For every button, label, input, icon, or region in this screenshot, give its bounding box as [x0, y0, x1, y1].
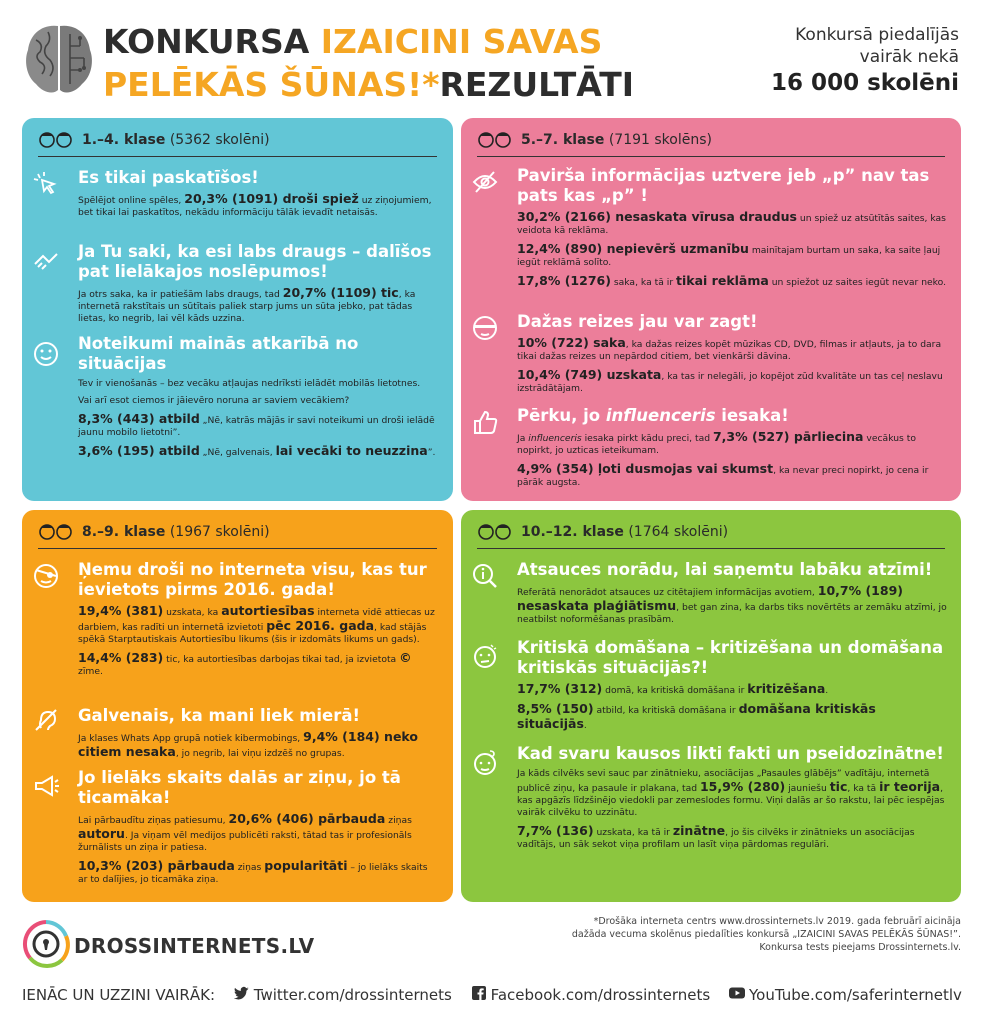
pirate-face-icon — [32, 562, 60, 590]
question-face-icon — [471, 748, 499, 776]
divider — [38, 548, 437, 549]
section-pavirsa: Pavirša informācijas uztvere jeb „p” nav tas pats kas „p” ! 30,2% (2166) nesaskata vīrusa draudus un spiež uz atsūtītās saites, kas veidota kā reklāma. 12,4% (890) nepievērš uzmanību mainītajam burtam un saka, ka saite ļauj iegūt reklāmā solīto. 17,8% (1276) saka, ka tā ir tikai reklāma un spiežot uz saites iegūt nevar neko. — [517, 166, 947, 288]
section-kritiska-domasana: Kritiskā domāšana – kritizēšana un domāšana kritiskās situācijās?! 17,7% (312) domā, ka kritiskā domāšana ir kritizēšana. 8,5% (150) atbild, ka kritiskā domāšana ir domāšana kritiskās situācijās. — [517, 638, 944, 731]
bandit-face-icon — [471, 314, 499, 342]
divider — [477, 156, 945, 157]
info-magnifier-icon — [471, 562, 499, 590]
drossinternets-logo-icon — [22, 918, 70, 970]
thumbs-up-icon — [471, 408, 499, 436]
facebook-link[interactable]: Facebook.com/drossinternets — [471, 984, 711, 1005]
logo-text: DROSSINTERNETS.LV — [74, 934, 315, 958]
panel-grade-5-7 — [461, 118, 961, 501]
kids-icon — [38, 522, 74, 540]
section-influenceris: Pērku, jo influenceris iesaka! Ja influenceris iesaka pirkt kādu preci, tad 7,3% (527) pārliecina vecākus to nopirkt, jo uzticas ieteikumam. 4,9% (354) ļoti dusmojas vai skumst, ka nevar preci nopirkt, jo cena ir pārāk augsta. — [517, 406, 929, 488]
section-nemu-drosi: Ņemu droši no interneta visu, kas tur ievietots pirms 2016. gada! 19,4% (381) uzskata, ka autortiesības interneta vidē attiecas uz darbiem, kas radīti un internetā izvietoti pēc 2016. gada, kad stājās spēkā Starptautiskais Autortiesību likums (šis ir izdomāts likums un gads). 14,4% (283) tic, ka autortiesības darbojas tikai tad, ja izvietota © zīme. — [78, 560, 435, 677]
section-galvenais: Galvenais, ka mani liek mierā! Ja klases Whats App grupā notiek kibermobings, 9,4% (184) neko citiem nesaka, jo negrib, lai viņu izdzēš no grupas. — [78, 706, 418, 759]
kids-icon — [477, 522, 513, 540]
section-ticamaka: Jo lielāks skaits dalās ar ziņu, jo tā ticamāka! Lai pārbaudītu ziņas patiesumu, 20,6% (406) pārbauda ziņas autoru. Ja viņam vēl medijos publicēti raksti, tātad tas ir profesionāls žurnālists un ziņa ir patiesa. 10,3% (203) pārbauda ziņas popularitāti – jo lielāks skaits ar to dalījies, jo ticamāka ziņa. — [78, 768, 428, 885]
panel-title: 10.–12. klase (1764 skolēni) — [477, 522, 728, 542]
kids-icon — [477, 130, 513, 148]
twitter-icon — [234, 985, 250, 1001]
section-es-tikai: Es tikai paskatīšos! Spēlējot online spēles, 20,3% (1091) droši spiež uz ziņojumiem, bet tikai lai paskatītos, nekādu informāciju tālāk ievadīt netaisās. — [78, 168, 432, 218]
panel-title: 5.–7. klase (7191 skolēns) — [477, 130, 712, 150]
kids-icon — [38, 130, 74, 148]
divider — [477, 548, 945, 549]
smiley-icon — [32, 340, 60, 368]
section-atsauces: Atsauces norādu, lai saņemtu labāku atzīmi! Referātā nenorādot atsauces uz citētajiem informācijas avotiem, 10,7% (189) nesaskata plaģiātismu, bet gan zina, ka darbs tiks novērtēts ar zemāku atzīmi, jo neatbilst noformēšanas prasībām. — [517, 560, 947, 625]
cursor-click-icon — [32, 170, 60, 198]
participants-note: Konkursā piedalījās vairāk nekā 16 000 skolēni — [771, 25, 959, 96]
page-title: KONKURSA IZAICINI SAVAS PELĒKĀS ŠŪNAS!*REZULTĀTI — [103, 22, 634, 104]
eye-slash-icon — [471, 168, 499, 196]
brain-icon — [22, 20, 96, 102]
youtube-icon — [729, 985, 745, 1001]
section-noteikumi: Noteikumi mainās atkarībā no situācijas Tev ir vienošanās – bez vecāku atļaujas nedrīksti ielādēt mobilās lietotnes. Vai arī esot ciemos ir jāievēro noruna ar saviem vecākiem? 8,3% (443) atbild „Nē, katrās mājās ir savi noteikumi un droši ielādē jaunu mobilo lietotni”. 3,6% (195) atbild „Nē, galvenais, lai vecāki to neuzzina”. — [78, 334, 436, 458]
ear-off-icon — [32, 706, 60, 734]
twitter-link[interactable]: Twitter.com/drossinternets — [234, 984, 452, 1005]
handshake-icon — [32, 244, 60, 272]
megaphone-icon — [32, 772, 60, 800]
facebook-icon — [471, 985, 487, 1001]
panel-grade-8-9 — [22, 510, 453, 902]
divider — [38, 156, 437, 157]
panel-title: 8.–9. klase (1967 skolēni) — [38, 522, 270, 542]
social-links — [22, 984, 962, 1005]
section-zagt: Dažas reizes jau var zagt! 10% (722) saka, ka dažas reizes kopēt mūzikas CD, DVD, filmas ir atļauts, ja to dara tikai dažas reizes un nepārdod citiem, bet vienkārši dāvina. 10,4% (749) uzskata, ka tas ir nelegāli, jo kopējot zūd kvalitāte un tas ceļ neslavu izstrādātājam. — [517, 312, 943, 394]
panel-grade-10-12 — [461, 510, 961, 902]
footnote: *Drošāka interneta centrs www.drossinternets.lv 2019. gada februārī aicināja dažāda vecuma skolēnus piedalīties konkursā „IZAICINI SAVAS PELĒKĀS ŠŪNAS!”. Konkursa tests pieejams Drossinternets.lv. — [571, 916, 961, 953]
section-pseidozinatne: Kad svaru kausos likti fakti un pseidozinātne! Ja kāds cilvēks sevi sauc par zinātnieku, asociācijas „Pasaules glābējs” vadītāju, internetā publicē ziņu, ka pasaule ir plakana, tad 15,9% (280) jauniešu tic, ka tā ir teorija, kas apgāzīs līdzšinējo viedokli par zemeslodes formu. Viņi dalās ar šo rakstu, lai pēc iespējas vairāk cilvēku to uzzinātu. 7,7% (136) uzskata, ka tā ir zinātne, jo šis cilvēks ir zinātnieks un asociācijas vadītājs, un sāk sekot viņa profilam un lasīt viņa pārdomas regulāri. — [517, 744, 945, 850]
social-lead: IENĀC UN UZZINI VAIRĀK: — [22, 985, 215, 1004]
panel-grade-1-4 — [22, 118, 453, 501]
youtube-link[interactable]: YouTube.com/saferinternetlv — [729, 984, 962, 1005]
section-labs-draugs: Ja Tu saki, ka esi labs draugs – dalīšos pat lielākajos noslēpumos! Ja otrs saka, ka ir patiešām labs draugs, tad 20,7% (1109) tic, ka internetā rakstītais un sūtītais paliek starp jums un sūta jebko, pat tādas lietas, ko negrib, lai vēl kāds uzzina. — [78, 242, 432, 324]
thinking-face-icon — [471, 642, 499, 670]
panel-title: 1.–4. klase (5362 skolēni) — [38, 130, 270, 150]
